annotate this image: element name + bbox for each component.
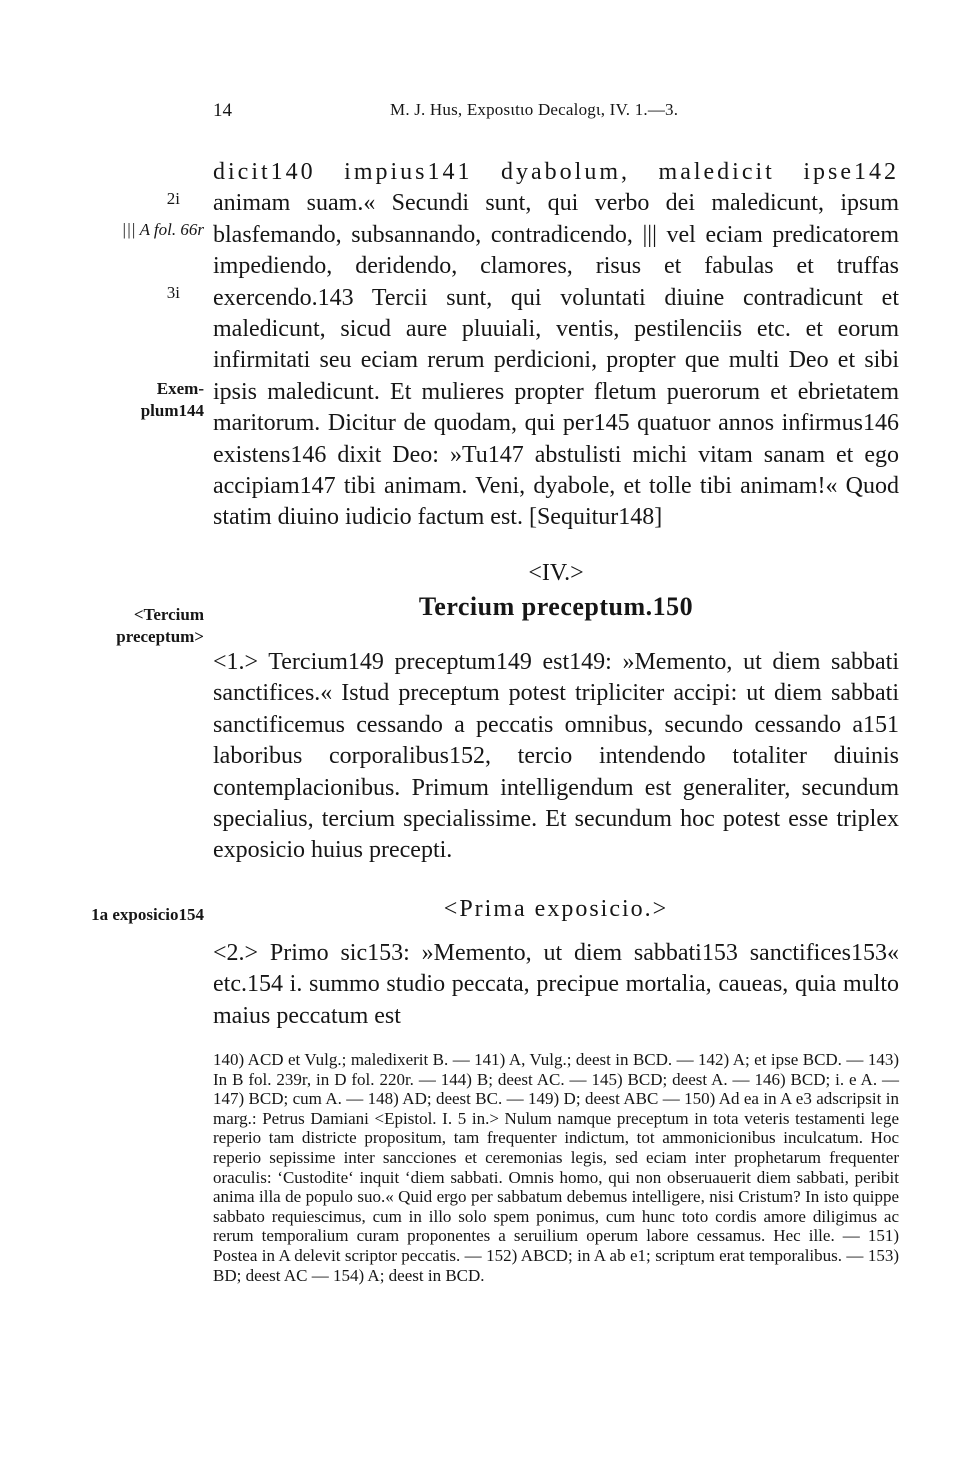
margin-note-exemplum: Exem- plum144 (140, 379, 204, 420)
margin-note-2i: 2i (166, 189, 180, 208)
section-title: Tercium preceptum.150 (418, 592, 694, 621)
main-text-block-1 (213, 157, 899, 534)
page-number: 14 (213, 100, 232, 121)
running-title: M. J. Hus, Exposιtιo Decalogι, IV. 1.—3. (390, 100, 679, 119)
margin-note-fol: ||| A fol. 66r (121, 220, 204, 239)
footnotes: 140) ACD et Vulg.; maledixerit B. — 141) A, Vulg.; deest in BCD. — 142) A; et ipse BCD. — 143) In B fol. 239r, in D fol. 220r. — 144) B; deest AC. — 145) BCD; deest A. — 146) BCD; i. e A. — 147) BCD; cum A. — 148) AD; deest BC. — 149) D; deest ABC — 150) Ad ea in A e3 adscripsit in marg.: Petrus Damiani <Epistol. I. 5 in.> Nulum namque preceptum in tota veteris testamenti lege reperio tam districte propositum, tam frequenter indictum, tot ammonicionibus inculcatum. Hoc reperio sepissime inter sancciones et ceremonias legis, sed eciam inter prophetarum frequenter oraculis: ‘Custodite‘ inquit ‘diem sabbati. Omnis homo, qui non obseruauerit diem sabbati, peribit anima illa de populo suo.« Quid ergo per sabbatum debemus intelligere, nisi Cristum? In isto quippe sabbato requiescimus, cum in illo solo spem ponimus, cum hunc toto cordis amore diligimus ac rerum temporalium curam proponentes a seruilium operum labore cessamus. Hec ille. — 151) Postea in A delevit scriptor peccatis. — 152) ABCD; in A ab e1; scriptum erat temporalibus. — 153) BD; deest AC — 154) A; deest in BCD. (213, 1050, 899, 1285)
margin-note-prima-exposicio: 1a exposicio154 (91, 905, 204, 924)
margin-note-3i: 3i (166, 283, 180, 302)
main-text-block-3: <2.> Primo sic153: »Memento, ut diem sabbati153 sanctifices153« etc.154 i. summo studio peccata, precipue mortalia, caueas, quia multo maius peccatum est (213, 940, 899, 1029)
section-number: <IV.> (528, 560, 584, 586)
margin-note-tercium-preceptum: <Tercium preceptum> (116, 605, 204, 646)
subheading-prima-exposicio: <Prima exposicio.> (443, 896, 669, 922)
spaced-line: dicit140 impius141 dyabolum, maledicit ipse142 (213, 159, 899, 185)
main-text-block-2: <1.> Tercium149 preceptum149 est149: »Memento, ut diem sabbati sanctifices.« Istud preceptum potest tripliciter accipi: ut diem sabbati sanctificemus cessando a peccatis omnibus, secundo cessando a151 laboribus corporalibus152, tercio intendendo totaliter diuinis contemplacionibus. Primum intelligendum est generaliter, secundum specialius, tercium specialissime. Et secundum hoc potest esse triplex exposicio huius precepti. (213, 649, 899, 864)
paragraph-text: animam suam.« Secundi sunt, qui verbo dei maledicunt, ipsum blasfemando, subsannando, contradicendo, ||| vel eciam predicatorem impediendo, deridendo, clamores, risus et fabulas et truffas exercendo.143 Tercii sunt, qui voluntati diuine contradicunt et maledicunt, sicud aure pluuiali, ventis, pestilenciis etc. et eorum infirmitati seu eciam rerum perdicioni, propter que multi Deo et sibi ipsis maledicunt. Et mulieres propter fletum puerorum et ebrietatem maritorum. Dicitur de quodam, qui per145 quatuor annos infirmus146 existens146 dixit Deo: »Tu147 abstulisti michi vitam sanam et ego accipiam147 tibi animam. Veni, dyabole, et tolle tibi animam!« Quod statim diuino iudicio factum est. [Sequitur148] (213, 190, 899, 531)
